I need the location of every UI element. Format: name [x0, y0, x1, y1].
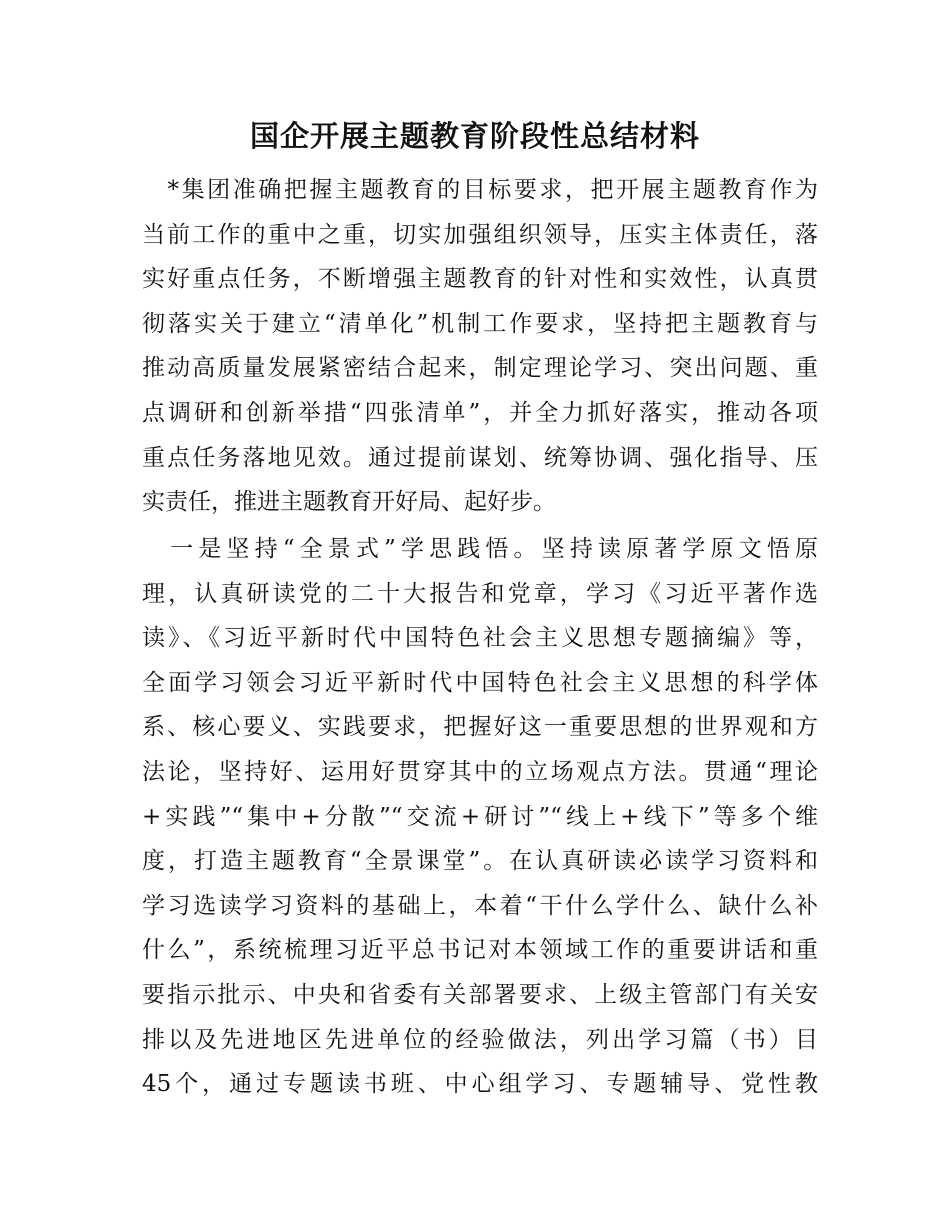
paragraph-2 — [142, 527, 818, 1107]
text-line: 度，打造主题教育“全景课堂”。在认真研读必读学习资料和 — [142, 848, 818, 875]
document-title: 国企开展主题教育阶段性总结材料 — [249, 119, 700, 153]
text-line: 系、核心要义、实践要求，把握好这一重要思想的世界观和方 — [142, 714, 818, 741]
text-line: 当前工作的重中之重，切实加强组织领导，压实主体责任，落 — [142, 221, 818, 248]
text-line: 排以及先进地区先进单位的经验做法，列出学习篇（书）目 — [142, 1026, 818, 1053]
text-line: 理，认真研读党的二十大报告和党章，学习《习近平著作选 — [142, 580, 818, 607]
text-line: 法论，坚持好、运用好贯穿其中的立场观点方法。贯通“理论 — [142, 758, 818, 785]
text-line: 实责任，推进主题教育开好局、起好步。 — [142, 489, 556, 516]
text-line: 什么”，系统梳理习近平总书记对本领域工作的重要讲话和重 — [142, 937, 818, 964]
text-line: 推动高质量发展紧密结合起来，制定理论学习、突出问题、重 — [142, 355, 818, 382]
text-line: 全面学习领会习近平新时代中国特色社会主义思想的科学体 — [142, 669, 818, 696]
text-line: 实好重点任务，不断增强主题教育的针对性和实效性，认真贯 — [142, 266, 818, 293]
text-line: *集团准确把握主题教育的目标要求，把开展主题教育作为 — [142, 177, 818, 203]
text-line: 45个，通过专题读书班、中心组学习、专题辅导、党性教 — [142, 1071, 818, 1098]
text-line: 一是坚持“全景式”学思践悟。坚持读原著学原文悟原 — [142, 536, 818, 562]
text-line: +实践”“集中+分散”“交流+研讨”“线上+线下”等多个维 — [142, 803, 818, 830]
text-line: 学习选读学习资料的基础上，本着“干什么学什么、缺什么补 — [142, 892, 818, 919]
text-line: 重点任务落地见效。通过提前谋划、统筹协调、强化指导、压 — [142, 444, 818, 471]
text-line: 点调研和创新举措“四张清单”，并全力抓好落实，推动各项 — [142, 399, 818, 426]
text-line: 要指示批示、中央和省委有关部署要求、上级主管部门有关安 — [142, 981, 818, 1008]
text-line: 读》、《习近平新时代中国特色社会主义思想专题摘编》等， — [142, 625, 818, 652]
text-line: 彻落实关于建立“清单化”机制工作要求，坚持把主题教育与 — [142, 310, 818, 337]
paragraph-1 — [142, 168, 818, 525]
